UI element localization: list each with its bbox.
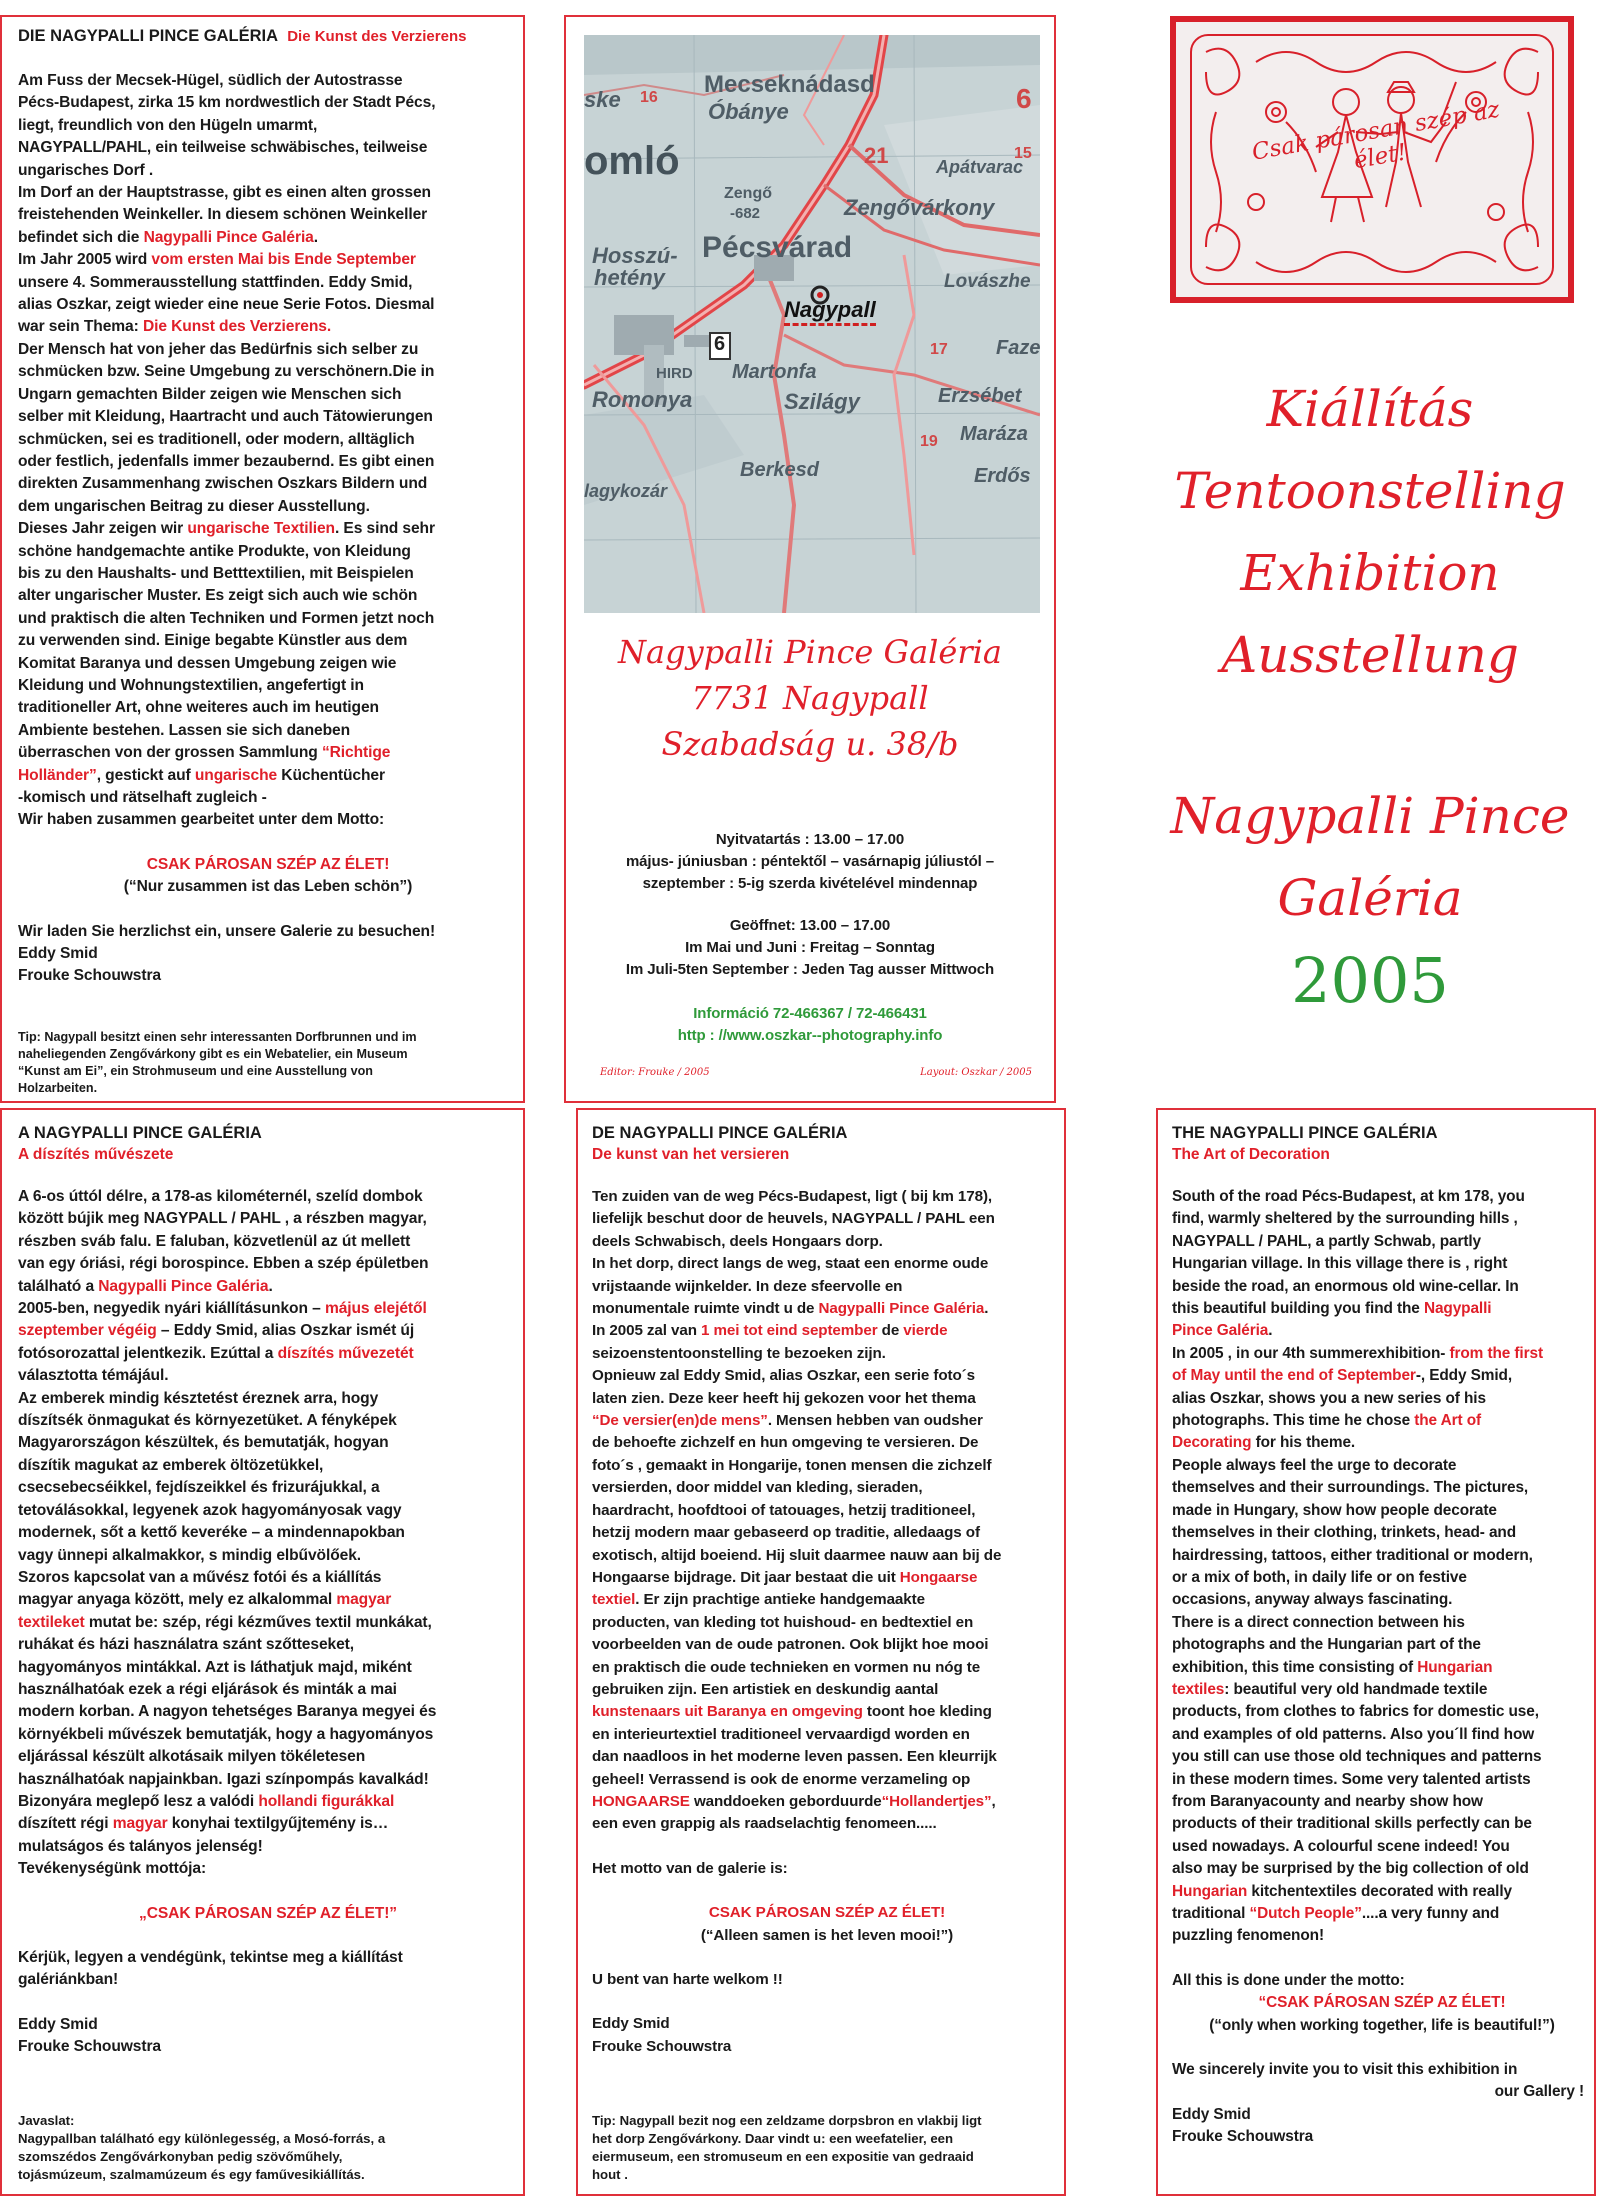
motto-german: CSAK PÁROSAN SZÉP AZ ÉLET!: [146, 855, 390, 873]
map-label-szilagy: Szilágy: [784, 389, 860, 414]
gallery-address: Nagypalli Pince Galéria 7731 Nagypall Szabadság u. 38/b: [618, 633, 1002, 763]
map-label-zengo-height: -682: [730, 205, 761, 222]
map-label-pecsvarad: Pécsvárad: [702, 231, 853, 264]
map-label-romonya: Romonya: [592, 387, 693, 412]
map-road-15: 15: [1014, 145, 1032, 162]
map-road-21: 21: [864, 143, 889, 168]
body-german: Am Fuss der Mecsek-Hügel, südlich der Autostrasse Pécs-Budapest, zirka 15 km nordwestlich der Stadt Pécs, liegt, freundlich von den Hügeln umarmt, NAGYPALL/PAHL, ein teilweise schwäbisches, teilweise ungarisches Dorf . Im Dorf an der Hauptstrasse, gibt es einen alten grossen freistehenden Weinkeller. In diesem schönen Weinkeller befindet sich die Nagypalli Pince Galéria. Im Jahr 2005 wird vom ersten Mai bis Ende September unsere 4. Sommerausstellung stattfinden. Eddy Smid, alias Oszkar, zeigt wieder eine neue Serie Fotos. Diesmal war sein Thema: Die Kunst des Verzierens. Der Mensch hat von jeher das Bedürfnis sich selber zu schmücken bzw. Seine Umgebung zu verschönern.Die in Ungarn gemachten Bilder zeigen wie Menschen sich selber mit Kleidung, Haartracht und auch Tätowierungen schmücken, sei es traditionell, oder modern, alltäglich oder festlich, jedenfalls immer bezaubernd. Es gibt einen direkten Zusammenhang zwischen Oszkars Bildern und dem ungarischen Beitrag zu dieser Ausstellung. Dieses Jahr zeigen wir ungarische Textilien. Es sind sehr schöne handgemachte antike Produkte, von Kleidung bis zu den Haushalts- und Betttextilien, mit Beispielen alter ungarischer Muster. Es zeigt sich auch wie schön und praktisch die alten Techniken und Formen jetzt noch zu verwenden sind. Einige begabte Künstler aus dem Komitat Baranya und dessen Umgebung zeigen wie Kleidung und Wohnungstextilien, angefertigt in traditioneller Art, ohne weiteres auch im heutigen Ambiente bestehen. Lassen sie sich daneben überraschen von der grossen Sammlung “Richtige Holländer”, gestickt auf ungarische Küchentücher -komisch und rätselhaft zugleich - Wir haben zusammen gearbeitet unter dem Motto: CSAK PÁROSAN SZÉP AZ ÉLET! (“Nur zusammen ist das Leben schön”) Wir laden Sie herzlichst ein, unsere Galerie zu besuchen! Eddy Smid Frouke Schouwstra: [18, 70, 518, 988]
map-label-berkesd: Berkesd: [740, 459, 819, 481]
map-road-19: 19: [920, 433, 938, 450]
panel-english: [1156, 1108, 1596, 2196]
map-label-omlo: omló: [584, 139, 680, 183]
map-label-apatvarac: Apátvarac: [936, 157, 1024, 177]
map-label-ske: ske: [584, 87, 621, 112]
map-label-obanye: Óbánye: [708, 99, 789, 124]
location-map: [584, 35, 1040, 613]
body-english: South of the road Pécs-Budapest, at km 178, you find, warmly sheltered by the surrounding hills , NAGYPALL / PAHL, a partly Schwab, partly Hungarian village. In this village there is , right beside the road, an enormous old wine-cellar. In this beautiful building you find the Nagypalli Pince Galéria. In 2005 , in our 4th summerexhibition- from the first of May until the end of September-, Eddy Smid, alias Oszkar, shows you a new series of his photographs. This time he chose the Art of Decorating for his theme. People always feel the urge to decorate themselves and their surroundings. The pictures, made in Hungary, show how people decorate themselves in their clothing, trinkets, head- and hairdressing, tattoos, either traditional or modern, or a mix of both, in daily life or on festive occasions, anyway always fascinating. There is a direct connection between his photographs and the Hungarian part of the exhibition, this time consisting of Hungarian textiles: beautiful very old handmade textile products, from clothes to fabrics for domestic use, and examples of old patterns. Also you´ll find how you still can use those old techniques and patterns in these modern times. Some very talented artists from Baranyacounty and nearby show how products of their traditional skills perfectly can be used nowadays. A colourful scene indeed! You also may be surprised by the big collection of old Hungarian kitchentextiles decorated with really traditional “Dutch People”....a very funny and puzzling fenomenon! All this is done under the motto: “CSAK PÁROSAN SZÉP AZ ÉLET! (“only when working together, life is beautiful!”) We sincerely invite you to visit this exhibition in our Gallery ! Eddy Smid Frouke Schouwstra: [1172, 1186, 1592, 2149]
map-label-hosszu: Hosszú-: [592, 243, 678, 268]
map-label-zengo: Zengő: [724, 185, 772, 202]
motto-hungarian: „CSAK PÁROSAN SZÉP AZ ÉLET!”: [139, 1904, 397, 1922]
title-exhibition: Exhibition: [1240, 544, 1500, 602]
map-label-faze: Faze: [996, 337, 1040, 359]
panel-german: [0, 15, 525, 1103]
contact-phone: Információ 72-466367 / 72-466431: [693, 1005, 927, 1022]
heading-dutch: DE NAGYPALLI PINCE GALÉRIA De kunst van het versieren: [592, 1124, 848, 1163]
map-label-martonfa: Martonfa: [732, 361, 817, 383]
motto-dutch: CSAK PÁROSAN SZÉP AZ ÉLET!: [708, 1904, 946, 1922]
title-kiallitas: Kiállítás: [1266, 380, 1474, 438]
map-label-lagykozar: lagykozár: [584, 481, 668, 501]
map-label-maraza: Maráza: [960, 423, 1028, 445]
map-road-6-shield: 6: [714, 333, 726, 355]
panel-info: [564, 15, 1056, 1103]
map-label-lovaszhe: Lovászhe: [944, 271, 1031, 292]
panel-hungarian: [0, 1108, 525, 2196]
map-label-zengovarkony: Zengővárkony: [844, 195, 995, 220]
map-road-16: 16: [640, 89, 658, 106]
panel-dutch: [576, 1108, 1066, 2196]
website-link[interactable]: http : //www.oszkar--photography.info: [677, 1027, 943, 1044]
motto-english: “CSAK PÁROSAN SZÉP AZ ÉLET!: [1258, 1994, 1506, 2012]
tip-dutch: Tip: Nagypall bezit nog een zeldzame dorpsbron en vlakbij ligt het dorp Zengővárkony. Daar vindt u: een weefatelier, een eiermuseum, een stromuseum en een expositie van gedraaid hout .: [592, 2113, 982, 2182]
embroidery-image: [1170, 16, 1574, 303]
map-label-mecseknadasd: Mecseknádasd: [704, 71, 875, 98]
map-label-hird: HIRD: [656, 365, 693, 382]
title-gallery-name: Nagypalli Pince: [1170, 787, 1570, 845]
title-year: 2005: [1291, 944, 1449, 1017]
map-label-erzsebet: Erzsébet: [938, 385, 1022, 407]
embroidery-motto: Csak párosan szép az élet!: [1250, 96, 1502, 175]
editor-credit: Editor: Frouke / 2005: [600, 1067, 710, 1078]
tip-german: Tip: Nagypall besitzt einen sehr interessanten Dorfbrunnen und im naheliegenden Zengővárkony gibt es ein Webatelier, ein Museum “Kunst am Ei”, ein Strohmuseum und eine Ausstellung von Holzarbeiten.: [18, 1030, 417, 1095]
map-label-heteny: hetény: [594, 265, 665, 290]
map-label-nagypall: Nagypall: [784, 297, 876, 326]
layout-credit: Layout: Oszkar / 2005: [920, 1067, 1032, 1078]
title-ausstellung: Ausstellung: [1221, 626, 1519, 684]
body-hungarian: A 6-os úttól délre, a 178-as kilométernél, szelíd dombok között bújik meg NAGYPALL / PAHL , a részben magyar, részben sváb falu. E faluban, közvetlenül az út mellett van egy óriási, régi borospince. Ebben a szép épületben található a Nagypalli Pince Galéria. 2005-ben, negyedik nyári kiállításunkon – május elejétől szeptember végéig – Eddy Smid, alias Oszkar ismét új fotósorozattal jelentkezik. Ezúttal a díszítés művezetét választotta témájául. Az emberek mindig késztetést éreznek arra, hogy díszítsék önmagukat és környezetüket. A fényképek Magyarországon készültek, és bemutatják, hogyan díszítik magukat az emberek öltözetükkel, csecsebecséikkel, fejdíszeikkel és frizurájukkal, a tetoválásokkal, legyenek azok hagyományosak vagy modernek, sőt a kettő keveréke – a mindennapokban vagy ünnepi alkalmakkor, s mindig elbűvölőek. Szoros kapcsolat van a művész fotói és a kiállítás magyar anyaga között, mely ez alkalommal magyar textileket mutat be: szép, régi kézműves textil munkákat, ruhákat és házi használatra szánt szőtteseket, hagyományos mintákkal. Azt is láthatjuk majd, miként használhatóak ezek a régi eljárások és minták a mai modern korban. A nagyon tehetséges Baranya megyei és környékbeli művészek bemutatják, hogy a hagyományos eljárással készült alkotásaik milyen tökéletesen használhatóak napjainkban. Igazi színpompás kavalkád! Bizonyára meglepő lesz a valódi hollandi figurákkal díszített régi magyar konyhai textilgyűjtemény is… mulatságos és talányos jelenség! Tevékenységünk mottója: „CSAK PÁROSAN SZÉP AZ ÉLET!” Kérjük, legyen a vendégünk, tekintse meg a kiállítást galériánkban! Eddy Smid Frouke Schouwstra: [18, 1186, 518, 2059]
title-tentoonstelling: Tentoonstelling: [1174, 462, 1566, 520]
body-dutch: Ten zuiden van de weg Pécs-Budapest, ligt ( bij km 178), liefelijk beschut door de heuvels, NAGYPALL / PAHL een deels Schwabisch, deels Hongaars dorp. In het dorp, direct langs de weg, staat een enorme oude vrijstaande wijnkelder. In deze sfeervolle en monumentale ruimte vindt u de Nagypalli Pince Galéria. In 2005 zal van 1 mei tot eind september de vierde seizoenstentoonstelling te bezoeken zijn. Opnieuw zal Eddy Smid, alias Oszkar, een serie foto´s laten zien. Deze keer heeft hij gekozen voor het thema “De versier(en)de mens”. Mensen hebben van oudsher de behoefte zichzelf en hun omgeving te versieren. De foto´s , gemaakt in Hongarije, tonen mensen die zichzelf versierden, door middel van kleding, sieraden, haardracht, hoofdtooi of tatouages, hetzij traditioneel, hetzij modern maar gebaseerd op traditie, alledaags of exotisch, altijd boeiend. Hij sluit daarmee nauw aan bij de Hongaarse bijdrage. Dit jaar bestaat die uit Hongaarse textiel. Er zijn prachtige antieke handgemaakte producten, van kleding tot huishoud- en bedtextiel en voorbeelden van de oude patronen. Ook blijkt hoe mooi en praktisch die oude technieken en vormen nu nóg te gebruiken zijn. Een artistiek en deskundig aantal kunstenaars uit Baranya en omgeving toont hoe kleding en interieurtextiel traditioneel vervaardigd worden en dan naadloos in het moderne leven passen. Een kleurrijk geheel! Verrassend is ook de enorme verzameling op HONGAARSE wanddoeken geborduurde“Hollandertjes”, een even grappig als raadselachtig fenomeen..... Het motto van de galerie is: CSAK PÁROSAN SZÉP AZ ÉLET! (“Alleen samen is het leven mooi!”) U bent van harte welkom !! Eddy Smid Frouke Schouwstra: [592, 1186, 1062, 2058]
heading-hungarian: A NAGYPALLI PINCE GALÉRIA A díszítés művészete: [18, 1124, 262, 1163]
map-road-6-top: 6: [1016, 83, 1032, 114]
heading-german: DIE NAGYPALLI PINCE GALÉRIA Die Kunst des Verzierens: [18, 27, 467, 45]
map-road-17: 17: [930, 341, 948, 358]
heading-english: THE NAGYPALLI PINCE GALÉRIA The Art of Decoration: [1172, 1124, 1438, 1163]
tip-hungarian: Javaslat: Nagypallban található egy különlegesség, a Mosó-forrás, a szomszédos Zengővárkonyban pedig szövőműhely, tojásmúzeum, szalmamúzeum és egy faművesikiállítás.: [18, 2113, 386, 2182]
title-galeria: Galéria: [1277, 869, 1463, 927]
map-label-erdos: Erdős: [974, 465, 1031, 487]
opening-hours: Nyitvatartás : 13.00 – 17.00 május- júniusban : péntektől – vasárnapig júliustól – szeptember : 5-ig szerda kivételével mindennap Geöffnet: 13.00 – 17.00 Im Mai und Juni : Freitag – Sonntag Im Juli-5ten September : Jeden Tag ausser Mittwoch Információ 72-466367 / 72-466431 http : //www.oszkar--photography.info: [566, 829, 1054, 1047]
